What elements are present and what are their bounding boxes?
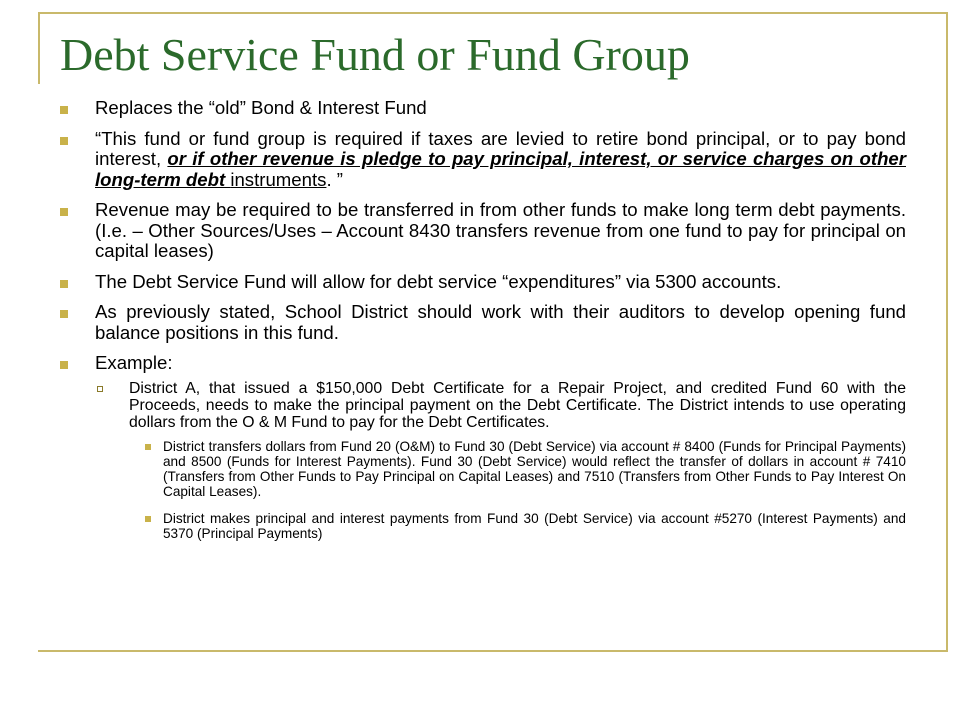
square-bullet-icon xyxy=(60,361,68,369)
bullet-text: The Debt Service Fund will allow for debt service “expenditures” via 5300 accounts. xyxy=(95,270,782,292)
quote-text-before: “This fund or fund group is required if taxes are levied to retire bond principal, or to pay bond interest, xyxy=(95,127,906,169)
sub-bullet-district-a xyxy=(95,380,906,541)
square-bullet-icon xyxy=(145,516,151,522)
detail-bullet-list xyxy=(129,439,906,541)
hollow-square-bullet-icon xyxy=(97,386,103,392)
bullet-list xyxy=(60,98,906,541)
detail-bullet-text: District makes principal and interest payments from Fund 30 (Debt Service) via account #5270 (Interest Payments) and 5370 (Principal Payments) xyxy=(163,510,906,541)
bullet-text: Example: xyxy=(95,352,173,373)
bullet-example xyxy=(60,353,906,541)
bullet-transfers xyxy=(60,200,906,262)
detail-bullet-transfer xyxy=(129,439,906,499)
square-bullet-icon xyxy=(145,444,151,450)
bullet-text: Revenue may be required to be transferred in from other funds to make long term debt payments. (I.e. – Other Sources/Uses – Account 8430 transfers revenue from one fund to pay for principal on capital leases) xyxy=(95,199,906,261)
detail-bullet-text: District transfers dollars from Fund 20 (O&M) to Fund 30 (Debt Service) via account # 8400 (Funds for Principal Payments) and 8500 (Funds for Interest Payments). Fund 30 (Debt Service) would reflect the transfer of dollars in account # 7410 (Transfers from Other Funds to Pay Principal on Capital Leases) and 7510 (Transfers from Other Funds to Pay Interest On Capital Leases). xyxy=(163,438,906,499)
square-bullet-icon xyxy=(60,106,68,114)
bullet-requirement-quote xyxy=(60,129,906,191)
frame-right-rule xyxy=(946,12,948,652)
square-bullet-icon xyxy=(60,280,68,288)
quote-underlined: instruments xyxy=(230,168,327,190)
bullet-text: As previously stated, School District should work with their auditors to develop opening fund balance positions in this fund. xyxy=(95,301,906,343)
quote-emphasis: or if other revenue is pledge to pay principal, interest, or service charges on other long-term debt xyxy=(95,148,906,190)
square-bullet-icon xyxy=(60,137,68,145)
square-bullet-icon xyxy=(60,310,68,318)
detail-bullet-payments xyxy=(129,511,906,541)
bullet-auditors xyxy=(60,302,906,343)
square-bullet-icon xyxy=(60,208,68,216)
frame-bottom-rule xyxy=(38,650,948,652)
sub-bullet-list xyxy=(95,380,906,541)
slide-title: Debt Service Fund or Fund Group xyxy=(60,29,690,80)
quote-text-after: . ” xyxy=(326,168,343,190)
frame-top-rule xyxy=(38,12,948,14)
slide-body xyxy=(60,98,906,553)
bullet-replaces xyxy=(60,98,906,119)
frame-left-rule xyxy=(38,12,40,84)
sub-bullet-text: District A, that issued a $150,000 Debt Certificate for a Repair Project, and credited Fund 60 with the Proceeds, needs to make the principal payment on the Debt Certificate. The District intends to use operating dollars from the O & M Fund to pay for the Debt Certificates. xyxy=(129,379,906,431)
bullet-text: Replaces the “old” Bond & Interest Fund xyxy=(95,97,427,118)
bullet-expenditures xyxy=(60,272,906,293)
